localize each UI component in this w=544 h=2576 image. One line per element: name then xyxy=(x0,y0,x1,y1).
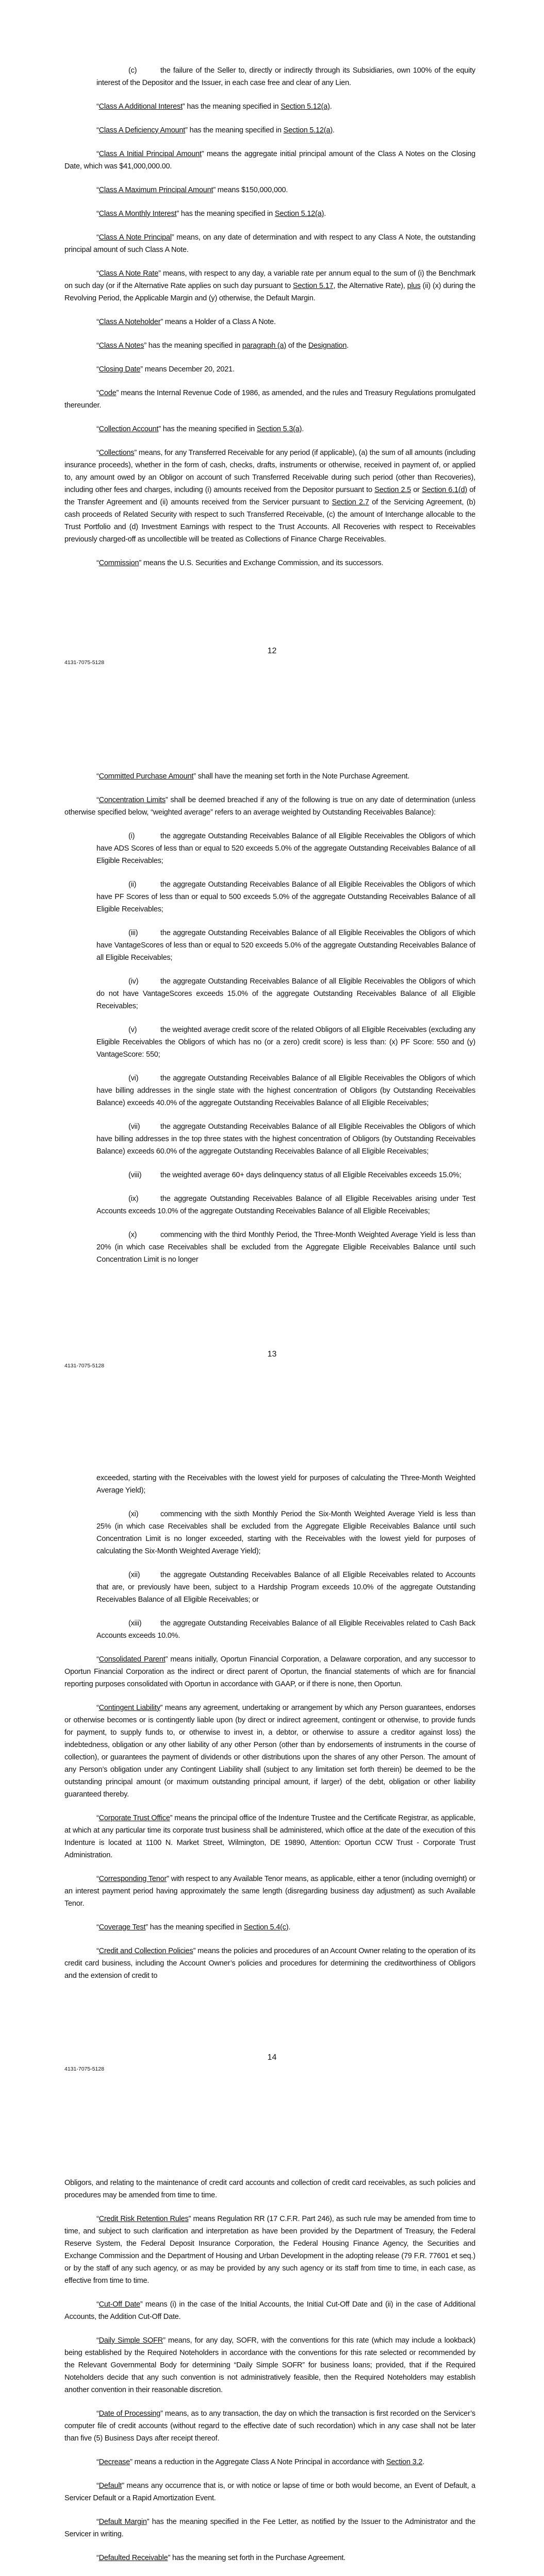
defined-term: Credit and Collection Policies xyxy=(98,1947,193,1955)
definition-paragraph xyxy=(64,2298,475,2323)
text: “ xyxy=(96,342,99,350)
text: “ xyxy=(96,233,99,242)
text: “ xyxy=(96,365,99,374)
list-item-label: (vii) xyxy=(128,1123,140,1131)
definition-paragraph xyxy=(64,770,475,783)
text: “ xyxy=(96,449,99,457)
defined-term: Class A Note Rate xyxy=(98,269,159,278)
text: ” means December 20, 2021. xyxy=(140,365,235,374)
text: “ xyxy=(96,126,99,134)
text: ” means the U.S. Securities and Exchange Commission, and its successors. xyxy=(139,559,384,567)
text: “ xyxy=(96,796,99,804)
text: ” has the meaning specified in xyxy=(176,210,275,218)
text: ” shall be deemed breached if any of the following is true on any date of determination (unless otherwise specified below, “weighted average” refers to an average weighted by Outstanding Receivables Balance): xyxy=(64,796,475,817)
defined-term: Class A Deficiency Amount xyxy=(98,126,186,134)
defined-term: Defaulted Receivable xyxy=(98,2554,168,2562)
list-item xyxy=(96,878,475,916)
page-content xyxy=(64,64,475,581)
cross-reference: Section 5.12(a) xyxy=(274,210,324,218)
text: “ xyxy=(96,2518,99,2526)
text: . xyxy=(324,210,326,218)
defined-term: Commission xyxy=(98,559,139,567)
cross-reference: Section 5.12(a) xyxy=(281,103,330,111)
definition-paragraph xyxy=(64,1921,475,1934)
definition-paragraph xyxy=(64,267,475,304)
defined-term: Credit Risk Retention Rules xyxy=(98,2215,189,2223)
text: “ xyxy=(96,2300,99,2309)
document-id: 4131-7075-5128 xyxy=(64,1363,105,1369)
defined-term: Consolidated Parent xyxy=(98,1655,166,1664)
list-item-label: (xi) xyxy=(128,1510,139,1518)
list-item-label: (ii) xyxy=(128,880,137,889)
text: “ xyxy=(96,1704,99,1712)
text: ” means a Holder of a Class A Note. xyxy=(160,318,276,326)
text: ” means any occurrence that is, or with notice or lapse of time or both would become, an Event of Default, a Servicer Default or a Rapid Amortization Event. xyxy=(64,2482,475,2502)
continued-paragraph xyxy=(96,1472,475,1497)
continued-paragraph xyxy=(64,2177,475,2201)
page-12 xyxy=(0,0,544,703)
text: . xyxy=(347,342,349,350)
definition-paragraph xyxy=(64,1945,475,1982)
list-item-label: (viii) xyxy=(128,1171,142,1179)
definition-paragraph xyxy=(64,124,475,137)
text: ” has the meaning specified in xyxy=(145,1923,244,1931)
text: Obligors, and relating to the maintenance of credit card accounts and collection of credit card receivables, as such policies and procedures may be amended from time to time. xyxy=(64,2179,475,2199)
list-item-label: (iii) xyxy=(128,929,138,937)
text: the aggregate Outstanding Receivables Balance of all Eligible Receivables related to Accounts that are, or previously have been, subject to a Hardship Program exceeds 10.0% of the aggregate Outstanding Receivables Balance of all Eligible Receivables; or xyxy=(96,1571,475,1604)
text: the aggregate Outstanding Receivables Balance of all Eligible Receivables the Obligors of which have billing addresses in the single state with the highest concentration of Obligors (by Outstanding Receivables Balance) exceeds 40.0% of the aggregate Outstanding Receivables Balance of all Eligible Receivables; xyxy=(96,1074,475,1107)
text: ” means, for any day, SOFR, with the conventions for this rate (which may include a lookback) being established by the Required Noteholders in accordance with the conventions for this rate selected or recommended by the Relevant Governmental Body for determining “Daily Simple SOFR” for business loans; provided, that if the Required Noteholders decide that any such convention is not administratively feasible, then the Required Noteholders may establish another convention in their reasonable discretion. xyxy=(64,2336,475,2394)
definition-paragraph xyxy=(64,100,475,113)
text: (ii) (x) during the Revolving Period, the Applicable Margin and (y) otherwise, the Default Margin. xyxy=(64,282,475,302)
defined-term: Class A Monthly Interest xyxy=(98,210,177,218)
text: of the Transfer Agreement and (ii) amounts received from the Servicer pursuant to xyxy=(64,486,475,506)
text: “ xyxy=(96,1875,99,1883)
text: the failure of the Seller to, directly or indirectly through its Subsidiaries, own 100% of the equity interest of the Depositor and the Issuer, in each case free and clear of any Lien. xyxy=(96,66,475,87)
text: . xyxy=(329,103,332,111)
text: “ xyxy=(96,210,99,218)
text: “ xyxy=(96,1655,99,1664)
text: exceeded, starting with the Receivables with the lowest yield for purposes of calculating the Three-Month Weighted Average Yield); xyxy=(96,1474,475,1495)
text: “ xyxy=(96,2482,99,2490)
text: “ xyxy=(96,2215,99,2223)
defined-term: Class A Note Principal xyxy=(98,233,172,242)
text: or xyxy=(411,486,422,494)
text: the aggregate Outstanding Receivables Balance of all Eligible Receivables the Obligors of which have VantageScores of less than or equal to 520 exceeds 5.0% of the aggregate Outstanding Receivables Balance of all Eligible Receivables; xyxy=(96,929,475,962)
list-item-label: (x) xyxy=(128,1231,137,1239)
definition-paragraph xyxy=(64,1653,475,1690)
cross-reference: Section 5.4(c) xyxy=(243,1923,289,1931)
defined-term: Code xyxy=(98,389,117,397)
text: ” means a reduction in the Aggregate Class A Note Principal in accordance with xyxy=(130,2458,386,2466)
defined-term: Concentration Limits xyxy=(98,796,166,804)
text: ” means, on any date of determination and with respect to any Class A Note, the outstanding principal amount of such Class A Note. xyxy=(64,233,476,254)
definition-paragraph xyxy=(64,208,475,220)
text: “ xyxy=(96,2410,99,2418)
defined-term: Class A Initial Principal Amount xyxy=(98,150,202,158)
text: ” means initially, Oportun Financial Corporation, a Delaware corporation, and any successor to Oportun Financial Corporation as the indirect or direct parent of Oportun, the financial statements of which are for financial reporting purposes consolidated with Oportun in accordance with GAAP, or if there is none, then Oportun. xyxy=(64,1655,475,1688)
text: the weighted average credit score of the related Obligors of all Eligible Receivables (excluding any Eligible Receivables the Obligors of which has no (or a zero) credit score) is less than: (x) PF Score: 550 and (y) VantageScore: 550; xyxy=(96,1026,475,1059)
text: “ xyxy=(96,2554,99,2562)
text: ” with respect to any Available Tenor means, as applicable, either a tenor (including overnight) or an interest payment period having approximately the same length (disregarding business day adjustment) as such Available Tenor. xyxy=(64,1875,475,1908)
list-item-label: (vi) xyxy=(128,1074,139,1082)
list-item-label: (ix) xyxy=(128,1195,139,1203)
definition-paragraph xyxy=(64,1812,475,1861)
defined-term: Decrease xyxy=(98,2458,130,2466)
page-content xyxy=(64,770,475,1277)
list-item xyxy=(96,975,475,1012)
text: the aggregate Outstanding Receivables Balance of all Eligible Receivables arising under Test Accounts exceeds 10.0% of the aggregate Outstanding Receivables Balance of all Eligible Receivables; xyxy=(96,1195,475,1215)
list-item xyxy=(96,1508,475,1557)
text: of the xyxy=(286,342,308,350)
page-13 xyxy=(0,703,544,1406)
list-item xyxy=(96,927,475,964)
definition-paragraph xyxy=(64,2516,475,2540)
definition-paragraph xyxy=(64,2456,475,2468)
definition-paragraph xyxy=(64,557,475,569)
list-item xyxy=(96,1617,475,1642)
page-number: 12 xyxy=(267,647,277,655)
definition-paragraph xyxy=(64,2334,475,2396)
list-item xyxy=(96,1024,475,1061)
document-id: 4131-7075-5128 xyxy=(64,2066,105,2072)
text: “ xyxy=(96,2458,99,2466)
definition-paragraph xyxy=(64,231,475,256)
list-item xyxy=(96,1121,475,1158)
cross-reference: paragraph (a) xyxy=(242,342,287,350)
text: ” has the meaning set forth in the Purchase Agreement. xyxy=(168,2554,346,2562)
definition-paragraph xyxy=(64,2552,475,2564)
text: ” shall have the meaning set forth in the Note Purchase Agreement. xyxy=(193,772,410,781)
list-item xyxy=(96,1229,475,1266)
defined-term: Class A Additional Interest xyxy=(98,103,183,111)
list-item xyxy=(96,1072,475,1109)
definition-paragraph xyxy=(64,363,475,376)
text: ” has the meaning specified in xyxy=(182,103,281,111)
text: ” means any agreement, undertaking or arrangement by which any Person guarantees, endorses or otherwise becomes or is contingently liable upon (by direct or indirect agreement, contingent or otherwise, to provide funds for payment, to supply funds to, or otherwise to invest in, a debtor, or otherwise to assure a creditor against loss) the indebtedness, obligation or any other liability of any other Person (other than by endorsements of instruments in the course of collection), or guarantees the payment of dividends or other distributions upon the shares of any other Person. The amount of any Person’s obligation under any Contingent Liability shall (subject to any limitation set forth therein) be deemed to be the outstanding principal amount (or maximum outstanding principal amount, if larger) of the debt, obligation or other liability guaranteed thereby. xyxy=(64,1704,475,1799)
text: . xyxy=(302,425,304,433)
page-15 xyxy=(0,2110,544,2576)
definition-paragraph xyxy=(64,794,475,819)
definition-paragraph xyxy=(64,447,475,546)
text: commencing with the third Monthly Period, the Three-Month Weighted Average Yield is less than 20% (in which case Receivables shall be excluded from the Aggregate Eligible Receivables Balance until such Concentration Limit is no longer xyxy=(96,1231,475,1264)
text: “ xyxy=(96,1923,99,1931)
text: “ xyxy=(96,559,99,567)
text: ” has the meaning specified in the Fee Letter, as notified by the Issuer to the Administrator and the Servicer in writing. xyxy=(64,2518,475,2538)
text: the weighted average 60+ days delinquency status of all Eligible Receivables exceeds 15.0%; xyxy=(160,1171,461,1179)
page-number: 14 xyxy=(267,2053,277,2062)
definition-paragraph xyxy=(64,316,475,328)
text: ” means the policies and procedures of an Account Owner relating to the operation of its credit card business, including the Account Owner’s policies and procedures for determining the creditworthiness of Obligors and the extension of credit to xyxy=(64,1947,476,1980)
list-item-label: (xii) xyxy=(128,1571,140,1579)
text: “ xyxy=(96,150,99,158)
list-item xyxy=(96,1569,475,1606)
page-number: 13 xyxy=(267,1350,277,1359)
text: ” has the meaning specified in xyxy=(144,342,242,350)
defined-term: Contingent Liability xyxy=(98,1704,160,1712)
defined-term: Coverage Test xyxy=(98,1923,146,1931)
list-item-label: (i) xyxy=(128,832,135,840)
defined-term: Date of Processing xyxy=(98,2410,161,2418)
definition-paragraph xyxy=(64,423,475,435)
defined-term: Default Margin xyxy=(98,2518,147,2526)
text: ” means Regulation RR (17 C.F.R. Part 246), as such rule may be amended from time to time, and subject to such clarification and interpretation as have been provided by the Department of Treasury, the Federal Reserve System, the Federal Deposit Insurance Corporation, the Federal Housing Finance Agency, the Securities and Exchange Commission and the Department of Housing and Urban Development in the adopting release (79 F.R. 77601 et seq.) or by the staff of any such agency, or as may be provided by any such agency or its staff from time to time, in each case, as effective from time to time. xyxy=(64,2215,475,2285)
defined-term: Corresponding Tenor xyxy=(98,1875,167,1883)
defined-term: Default xyxy=(98,2482,122,2490)
text: , the Alternative Rate), xyxy=(333,282,407,290)
text: of the Servicing Agreement, (b) cash proceeds of Related Security with respect to such Transferred Receivable, (c) the amount of Interchange allocable to the Trust Portfolio and (d) Investment Earnings with respect to the Trust Accounts. All Recoveries with respect to Receivables previously charged-off as uncollectible will be treated as Collections of Finance Charge Receivables. xyxy=(64,498,475,544)
text: the aggregate Outstanding Receivables Balance of all Eligible Receivables the Obligors of which do not have VantageScores exceeds 15.0% of the aggregate Outstanding Receivables Balance of all Eligible Receivables; xyxy=(96,977,475,1010)
definition-paragraph xyxy=(64,2480,475,2504)
definition-paragraph xyxy=(64,148,475,173)
list-item xyxy=(96,64,475,89)
text: ” means $150,000,000. xyxy=(213,186,288,194)
list-item xyxy=(96,1193,475,1217)
text: “ xyxy=(96,1947,99,1955)
cross-reference: Section 2.7 xyxy=(332,498,369,506)
definition-paragraph xyxy=(64,1873,475,1910)
text: ” means, as to any transaction, the day on which the transaction is first recorded on the Servicer’s computer file of credit accounts (without regard to the effective date of such recordation) which in any case shall not be later than five (5) Business Days after receipt thereof. xyxy=(64,2410,475,2443)
text: the aggregate Outstanding Receivables Balance of all Eligible Receivables related to Cash Back Accounts exceeds 10.0%. xyxy=(96,1619,475,1640)
defined-term: Class A Noteholder xyxy=(98,318,161,326)
page-14 xyxy=(0,1406,544,2110)
defined-term: Class A Maximum Principal Amount xyxy=(98,186,213,194)
cross-reference: Section 2.5 xyxy=(374,486,411,494)
definition-paragraph xyxy=(64,2408,475,2445)
text: “ xyxy=(96,425,99,433)
defined-term: Collection Account xyxy=(98,425,159,433)
text: . xyxy=(288,1923,291,1931)
text: “ xyxy=(96,186,99,194)
cross-reference: Section 5.3(a) xyxy=(256,425,302,433)
defined-term: Committed Purchase Amount xyxy=(98,772,194,781)
definition-paragraph xyxy=(64,340,475,352)
defined-term: Closing Date xyxy=(98,365,141,374)
cross-reference: Section 3.2 xyxy=(386,2458,423,2466)
text: “ xyxy=(96,103,99,111)
defined-term: Collections xyxy=(98,449,135,457)
text: “ xyxy=(96,2336,99,2345)
text: ” means the aggregate initial principal amount of the Class A Notes on the Closing Date, which was $41,000,000.00. xyxy=(64,150,475,171)
text: “ xyxy=(96,1814,99,1822)
cross-reference: Section 5.12(a) xyxy=(283,126,333,134)
text: ” means, with respect to any day, a variable rate per annum equal to the sum of (i) the Benchmark on such day (or if the Alternative Rate applies on such day pursuant to xyxy=(64,269,475,290)
text: “ xyxy=(96,269,99,278)
page-content xyxy=(64,2177,475,2576)
cross-reference: Section 5.17 xyxy=(293,282,334,290)
defined-term: Corporate Trust Office xyxy=(98,1814,170,1822)
list-item-label: (xiii) xyxy=(128,1619,142,1628)
cross-reference: plus xyxy=(407,282,421,290)
definition-paragraph xyxy=(64,1702,475,1801)
list-item xyxy=(96,830,475,867)
text: commencing with the sixth Monthly Period the Six-Month Weighted Average Yield is less than 25% (in which case Receivables shall be excluded from the Aggregate Eligible Receivables Balance until such Concentration Limit is no longer exceeded, starting with the Receivables with the lowest yield for purposes of calculating the Six-Month Weighted Average Yield); xyxy=(96,1510,475,1555)
text: “ xyxy=(96,389,99,397)
text: “ xyxy=(96,318,99,326)
text: ” means, for any Transferred Receivable for any period (if applicable), (a) the sum of all amounts (including insurance proceeds), whether in the form of cash, checks, drafts, instruments or otherwise, received in payment of, or applied to, any amount owed by an Obligor on account of such Transferred Receivable during such period (other than Recoveries), including other fees and charges, including (i) amounts received from the Depositor pursuant to xyxy=(64,449,476,494)
definition-paragraph xyxy=(64,184,475,196)
text: ” has the meaning specified in xyxy=(185,126,284,134)
text: ” means the principal office of the Indenture Trustee and the Certificate Registrar, as applicable, at which at any particular time its corporate trust business shall be administered, which office at the date of the execution of this Indenture is located at 1100 N. Market Street, Wilmington, DE 19890, Attention: Oportun CCW Trust - Corporate Trust Administration. xyxy=(64,1814,475,1859)
document-id: 4131-7075-5128 xyxy=(64,659,105,666)
cross-reference: Designation xyxy=(308,342,347,350)
defined-term: Class A Notes xyxy=(98,342,144,350)
definition-paragraph xyxy=(64,2213,475,2287)
defined-term: Cut-Off Date xyxy=(98,2300,140,2309)
text: the aggregate Outstanding Receivables Balance of all Eligible Receivables the Obligors of which have billing addresses in the top three states with the highest concentration of Obligors (by Outstanding Receivables Balance) exceeds 60.0% of the aggregate Outstanding Receivables Balance of all Eligible Receivables; xyxy=(96,1123,475,1156)
text: the aggregate Outstanding Receivables Balance of all Eligible Receivables the Obligors of which have ADS Scores of less than or equal to 520 exceeds 5.0% of the aggregate Outstanding Receivables Balance of all Eligible Receivables; xyxy=(96,832,475,865)
defined-term: Daily Simple SOFR xyxy=(98,2336,163,2345)
list-item-label: (iv) xyxy=(128,977,139,986)
list-item xyxy=(96,1169,475,1181)
text: ” means (i) in the case of the Initial Accounts, the Initial Cut-Off Date and (ii) in the case of Additional Accounts, the Addition Cut-Off Date. xyxy=(64,2300,475,2321)
definition-paragraph xyxy=(64,387,475,412)
cross-reference: Section 6.1(d) xyxy=(422,486,468,494)
text: ” means the Internal Revenue Code of 1986, as amended, and the rules and Treasury Regulations promulgated thereunder. xyxy=(64,389,475,410)
text: ” has the meaning specified in xyxy=(158,425,257,433)
page-content xyxy=(64,1472,475,1993)
text: . xyxy=(422,2458,425,2466)
text: “ xyxy=(96,772,99,781)
text: the aggregate Outstanding Receivables Balance of all Eligible Receivables the Obligors of which have PF Scores of less than or equal to 500 exceeds 5.0% of the aggregate Outstanding Receivables Balance of all Eligible Receivables; xyxy=(96,880,475,913)
list-item-label: (v) xyxy=(128,1026,137,1034)
list-item-label: (c) xyxy=(128,66,137,75)
text: . xyxy=(332,126,335,134)
